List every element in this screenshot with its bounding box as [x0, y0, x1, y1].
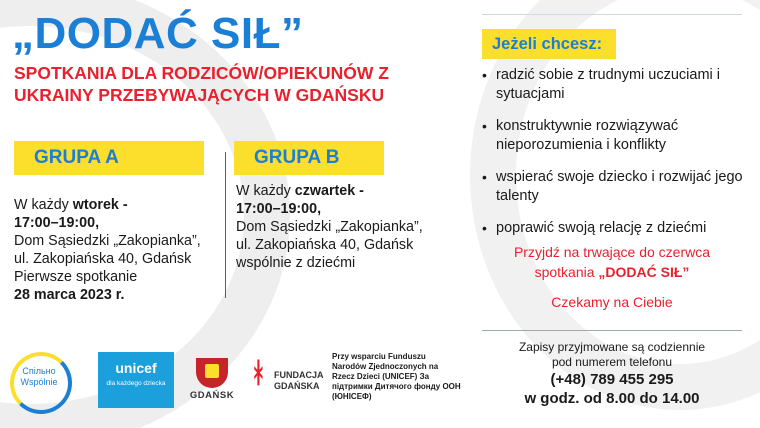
group-a-time: 17:00–19:00,	[14, 215, 100, 231]
list-item: • radzić sobie z trudnymi uczuciami i sytuacjami	[482, 66, 752, 104]
invitation-line-1: Przyjdź na trwające do czerwca	[513, 244, 711, 260]
phone-number: (+48) 789 455 295	[550, 371, 674, 388]
unicef-name: unicef	[115, 360, 157, 376]
group-a-day: wtorek -	[72, 197, 128, 213]
gdansk-crest-icon	[196, 358, 228, 388]
benefits-list	[482, 66, 752, 251]
group-a-prefix: W każdy	[14, 197, 73, 213]
gdansk-logo	[186, 358, 238, 401]
gdansk-label: GDAŃSK	[189, 390, 235, 401]
invitation-line-2	[482, 262, 742, 282]
unicef-support-text: Przy wsparciu Funduszu Narodów Zjednoczonych na Rzecz Dzieci (UNICEF) За підтримки Дитячого фонду ООН (ЮНІСЕФ)	[332, 352, 461, 401]
group-b-prefix: W każdy	[236, 183, 295, 199]
fundacja-text	[274, 370, 324, 392]
group-b-note: wspólnie z dziećmi	[236, 255, 356, 271]
contact-block	[482, 340, 742, 408]
group-a-badge: GRUPA A	[14, 141, 204, 175]
contact-line-1: Zapisy przyjmowane są codziennie	[518, 340, 706, 354]
group-a-details	[14, 196, 214, 304]
group-b-place: Dom Sąsiedzki „Zakopianka”,	[236, 219, 423, 235]
contact-line-2: pod numerem telefonu	[551, 355, 673, 369]
group-a-place: Dom Sąsiedzki „Zakopianka”,	[14, 233, 201, 249]
group-a-address: ul. Zakopiańska 40, Gdańsk	[14, 251, 192, 267]
right-bottom-rule	[482, 330, 742, 331]
list-item: • poprawić swoją relację z dziećmi	[482, 219, 752, 238]
group-b-time: 17:00–19:00,	[236, 201, 322, 217]
invitation-program-name: „DODAĆ SIŁ”	[598, 264, 690, 280]
waiting-for-you: Czekamy na Ciebie	[551, 294, 673, 310]
list-item: • konstruktywnie rozwiązywać nieporozumienia i konflikty	[482, 117, 752, 155]
right-top-rule	[482, 14, 742, 15]
group-divider	[225, 152, 226, 298]
group-b-badge: GRUPA B	[234, 141, 384, 175]
unicef-tagline: dla każdego dziecka	[106, 380, 166, 387]
group-a-day-line	[14, 196, 214, 214]
fundacja-line-1: FUNDACJA	[274, 370, 324, 380]
group-a-first-meeting: Pierwsze spotkanie	[14, 269, 138, 285]
group-b-day: czwartek -	[294, 183, 364, 199]
group-a-first-date: 28 marca 2023 r.	[14, 287, 125, 303]
spilno-logo-text: Спільно Wspólnie	[20, 366, 58, 387]
unicef-logo	[98, 352, 174, 408]
group-b-details	[236, 182, 456, 272]
poster-title: „DODAĆ SIŁ”	[12, 9, 304, 58]
poster-subtitle: SPOTKANIA DLA RODZICÓW/OPIEKUNÓW Z UKRAINY PRZEBYWAJĄCYCH W GDAŃSKU	[14, 63, 389, 105]
fundacja-line-2: GDAŃSKA	[274, 381, 320, 391]
contact-hours: w godz. od 8.00 do 14.00	[524, 390, 700, 407]
group-b-day-line	[236, 182, 456, 200]
invitation-prefix: spotkania	[534, 264, 599, 280]
fundacja-mark-icon: ᚼ	[250, 357, 267, 388]
if-you-want-badge: Jeżeli chcesz:	[482, 29, 616, 59]
invitation-text	[482, 242, 742, 282]
group-b-address: ul. Zakopiańska 40, Gdańsk	[236, 237, 414, 253]
list-item: • wspierać swoje dziecko i rozwijać jego talenty	[482, 168, 752, 206]
